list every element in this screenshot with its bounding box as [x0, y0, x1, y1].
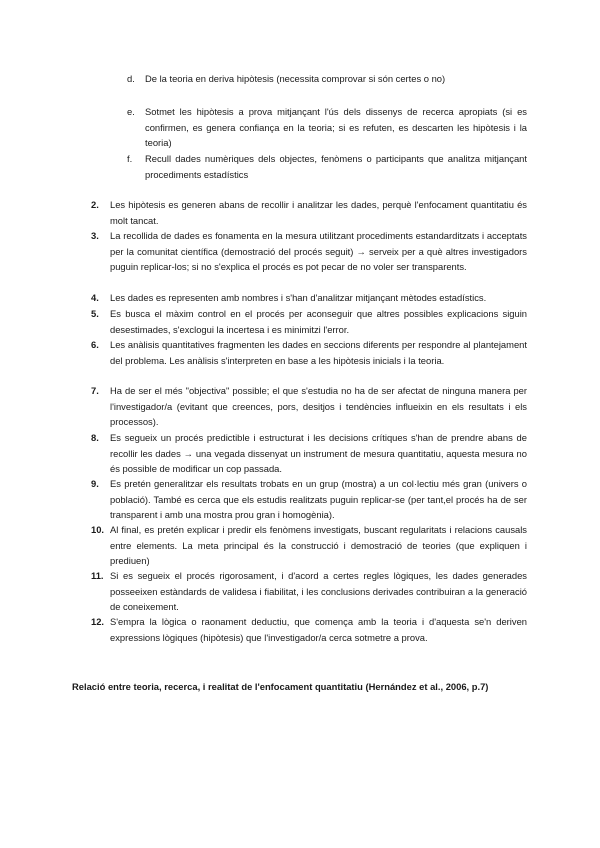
list-item-text: Es segueix un procés predictible i estructurat i les decisions crítiques s'han de prendre abans de recollir les dades → una vegada dissenyat un instrument de mesura quantitatiu, aquesta mesura no és possible de modificar un cop passada. — [110, 432, 527, 474]
list-item-text: Si es segueix el procés rigorosament, i d'acord a certes regles lògiques, les dades generades posseeixen estàndards de validesa i fiabilitat, i les conclusions derivades contribuiran a la generació de coneixement. — [110, 570, 527, 612]
list-item-text: La recollida de dades es fonamenta en la mesura utilitzant procediments estandarditzats i acceptats per la comunitat científica (demostració del procés seguit) → serveix per a què altres investigadors puguin replicar-los; si no s'explica el procés es pot pecar de no voler ser transparents. — [110, 230, 527, 272]
list-item — [91, 337, 527, 368]
sub-item-label: e. — [127, 106, 135, 117]
list-item-number: 11. — [91, 570, 104, 581]
sub-item-e — [127, 104, 527, 151]
list-item-number: 8. — [91, 432, 99, 443]
list-item-number: 3. — [91, 230, 99, 241]
list-item — [91, 522, 527, 569]
list-item-text: Al final, es pretén explicar i predir els fenòmens investigats, buscant regularitats i relacions causals entre elements. La meta principal és la construcció i demostració de teories (que expliquen i prediuen) — [110, 524, 527, 566]
list-item-text: Ha de ser el més "objectiva" possible; el que s'estudia no ha de ser afectat de ninguna manera per l'investigador/a (evitant que creences, pors, desitjos i tendències influeixin en els resultats i els processos). — [110, 385, 527, 427]
list-item — [91, 568, 527, 615]
sub-item-label: f. — [127, 153, 133, 164]
list-item-number: 10. — [91, 524, 105, 535]
list-item — [91, 228, 527, 275]
list-item-number: 9. — [91, 478, 99, 489]
sub-item-label: d. — [127, 73, 135, 84]
list-item-number: 2. — [91, 199, 99, 210]
sub-item-text: De la teoria en deriva hipòtesis (necessita comprovar si són certes o no) — [145, 73, 446, 84]
sub-item-text: Recull dades numèriques dels objectes, fenòmens o participants que analitza mitjançant procediments estadístics — [145, 153, 527, 180]
list-item-number: 5. — [91, 308, 99, 319]
list-item — [91, 290, 527, 306]
list-item-number: 4. — [91, 292, 99, 303]
list-item-text: Es pretén generalitzar els resultats trobats en un grup (mostra) a un col·lectiu més gran (univers o població). També es cerca que els estudis realitzats puguin replicar-se (per tant,el procés ha de ser transparent i amb una mostra prou gran i homogènia). — [110, 478, 527, 520]
list-item-text: Es busca el màxim control en el procés per aconseguir que altres possibles explicacions siguin desestimades, s'exclogui la incertesa i es minimitzi l'error. — [110, 308, 527, 335]
list-item — [91, 306, 527, 337]
list-item-text: S'empra la lògica o raonament deductiu, que comença amb la teoria i d'aquesta se'n deriven expressions lògiques (hipòtesis) que l'investigador/a cerca sotmetre a prova. — [110, 616, 527, 643]
list-item-text: Les dades es representen amb nombres i s'han d'analitzar mitjançant mètodes estadístics. — [110, 292, 487, 303]
list-item — [91, 476, 527, 523]
list-item — [91, 197, 527, 228]
list-item — [91, 383, 527, 430]
list-item-text: Les hipòtesis es generen abans de recollir i analitzar les dades, perquè l'enfocament quantitatiu és molt tancat. — [110, 199, 527, 226]
list-item-text: Les anàlisis quantitatives fragmenten les dades en seccions diferents per respondre al plantejament del problema. Les anàlisis s'interpreten en base a les hipòtesis inicials i la teoria. — [110, 339, 527, 366]
sub-item-text: Sotmet les hipòtesis a prova mitjançant l'ús dels dissenys de recerca apropiats (si es confirmen, es genera confiança en la teoria; si es refuten, es descarten les hipòtesis i la teoria) — [145, 106, 527, 148]
sub-item-d — [127, 71, 547, 87]
list-item — [91, 430, 527, 477]
list-item-number: 6. — [91, 339, 99, 350]
figure-caption: Relació entre teoria, recerca, i realitat de l'enfocament quantitatiu (Hernández et al., 2006, p.7) — [72, 681, 489, 692]
list-item-number: 12. — [91, 616, 105, 627]
list-item-number: 7. — [91, 385, 99, 396]
sub-item-f — [127, 151, 527, 182]
list-item — [91, 614, 527, 645]
